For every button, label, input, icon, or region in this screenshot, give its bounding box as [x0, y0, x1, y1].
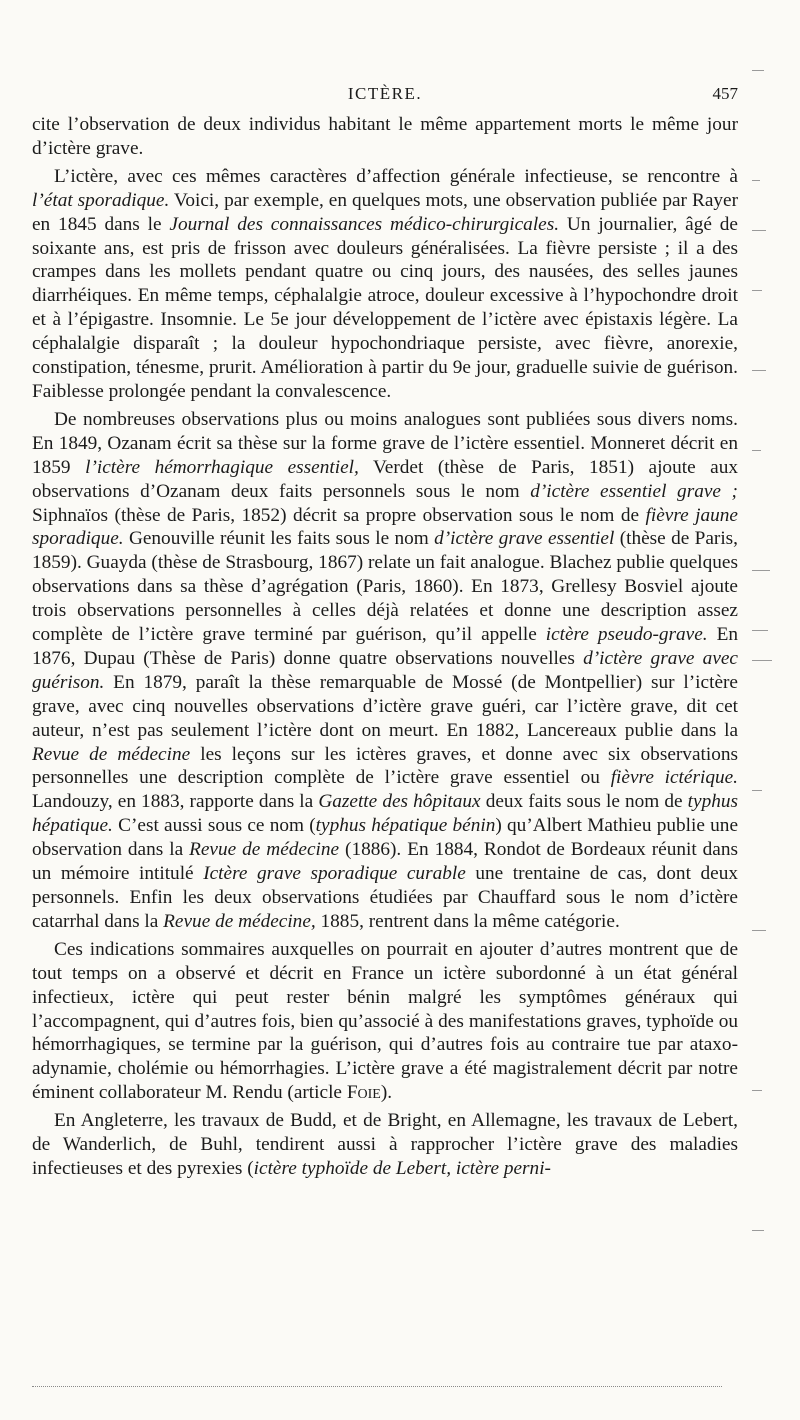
- italic-text: ictère pseudo-grave.: [545, 624, 708, 646]
- text-segment: En 1879, paraît la thèse remarquable de Mossé (de Montpellier) sur l’ictère grave, avec cinq nouvelles observations d’ictère grave guéri, car l’ictère grave, dit cet auteur, n’est pas seulement l’ictère dont on meurt. En 1882, Lancereaux publie dans la: [32, 671, 738, 741]
- margin-scan-marks: [748, 30, 788, 1410]
- text-segment: 1885, rentrent dans la même catégorie.: [315, 910, 620, 932]
- text-segment: Foie: [346, 1082, 381, 1104]
- paragraph: [32, 165, 738, 404]
- italic-text: Gazette des hôpitaux: [318, 791, 481, 813]
- text-segment: C’est aussi sous ce nom (: [112, 815, 316, 837]
- italic-text: Ictère grave sporadique curable: [203, 863, 466, 885]
- paragraph: [32, 938, 738, 1105]
- text-segment: L’ictère, avec ces mêmes caractères d’affection générale infectieuse, se rencontre à: [54, 165, 738, 187]
- text-segment: une trentaine de cas, dont deux personnels. Enfin les deux observations étudiées par Chauffard sous le nom d’ictère catarrhal dans la: [32, 863, 738, 932]
- text-segment: En Angleterre, les travaux de Budd, et de Bright, en Allemagne, les travaux de Lebert, de Wanderlich, de Buhl, tendirent aussi à rapprocher l’ictère grave des maladies infectieuses et des pyrexies (: [32, 1110, 738, 1179]
- text-segment: deux faits sous le nom de: [480, 791, 688, 813]
- paragraph: [32, 408, 738, 934]
- italic-text: fièvre jaune sporadique.: [32, 504, 738, 550]
- text-segment: Verdet (thèse de Paris, 1851) ajoute aux observations d’Ozanam deux faits personnels sous le nom: [32, 456, 738, 502]
- italic-text: fièvre ictérique.: [610, 767, 738, 789]
- italic-text: typhus hépatique bénin: [315, 815, 496, 837]
- italic-text: l’état sporadique.: [32, 189, 170, 211]
- text-segment: cite l’observation de deux individus habitant le même appartement morts le même jour d’ictère grave.: [32, 114, 738, 159]
- page-header: [32, 84, 738, 114]
- italic-text: typhus hépatique.: [32, 791, 738, 837]
- body-text: [32, 113, 738, 1181]
- italic-text: Revue de médecine: [32, 743, 191, 765]
- text-segment: Landouzy, en 1883, rapporte dans la: [32, 791, 319, 813]
- text-segment: Genouville réunit les faits sous le nom: [123, 528, 435, 550]
- text-segment: En 1876, Dupau (Thèse de Paris) donne quatre observations nouvelles: [32, 624, 739, 669]
- text-segment: De nombreuses observations plus ou moins analogues sont publiées sous divers noms. En 1849, Ozanam écrit sa thèse sur la forme grave de l’ictère essentiel. Monneret décrit en 1859: [32, 408, 738, 478]
- italic-text: d’ictère essentiel grave ;: [530, 480, 738, 502]
- italic-text: d’ictère grave avec guérison.: [32, 647, 738, 693]
- italic-text: ictère typhoïde de Lebert, ictère perni-: [253, 1157, 551, 1179]
- footer-rule: [32, 1386, 722, 1387]
- italic-text: d’ictère grave essentiel: [434, 528, 615, 550]
- italic-text: l’ictère hémorrhagique essentiel,: [85, 456, 359, 478]
- text-segment: Un journalier, âgé de soixante ans, est pris de frisson avec douleurs généralisées. La fièvre persiste ; il a des crampes dans les mollets pendant quatre ou cinq jours, des nausées, des selles jaunes diarrhéiques. En même temps, céphalalgie atroce, douleur excessive à l’hypochondre droit et à l’épigastre. Insomnie. Le 5e jour développement de l’ictère avec épistaxis légère. La céphalalgie disparaît ; la douleur hypochondriaque persiste, avec fièvre, anorexie, constipation, ténesme, prurit. Amélioration à partir du 9e jour, graduelle suivie de guérison. Faiblesse prolongée pendant la convalescence.: [32, 213, 738, 402]
- paragraph: [32, 113, 738, 161]
- italic-text: Journal des connaissances médico-chirurgicales.: [169, 213, 560, 235]
- text-segment: ).: [380, 1082, 393, 1104]
- text-segment: les leçons sur les ictères graves, et donne avec six observations personnelles une description complète de l’ictère grave essentiel ou: [32, 743, 738, 789]
- text-segment: (thèse de Paris, 1859). Guayda (thèse de Strasbourg, 1867) relate un fait analogue. Blachez publie quelques observations dans sa thèse d’agrégation (Paris, 1860). En 1873, Grellesy Bosviel ajoute trois observations personnelles à celles déjà relatées et donne une description assez complète de l’ictère grave terminé par guérison, qu’il appelle: [32, 528, 738, 646]
- text-segment: (1886). En 1884, Rondot de Bordeaux réunit dans un mémoire intitulé: [32, 839, 738, 885]
- text-segment: Ces indications sommaires auxquelles on pourrait en ajouter d’autres montrent que de tout temps on a observé et décrit en France un ictère subordonné à un état général infectieux, ictère qui peut rester bénin malgré les symptômes généraux qui l’accompagnent, qui d’autres fois, bien qu’associé à des manifestations graves, typhoïde ou hémorrhagiques, se termine par la guérison, qui d’autres fois au contraire tue par ataxo-adynamie, cholémie ou hémorrhagies. L’ictère grave a été magistralement décrit par notre éminent collaborateur M. Rendu (article: [32, 938, 738, 1104]
- text-segment: Voici, par exemple, en quelques mots, une observation publiée par Rayer en 1845 dans le: [32, 189, 738, 235]
- text-segment: Siphnaïos (thèse de Paris, 1852) décrit sa propre observation sous le nom de: [32, 504, 646, 526]
- italic-text: Revue de médecine: [189, 839, 340, 861]
- text-segment: ) qu’Albert Mathieu publie une observation dans la: [32, 815, 739, 861]
- page-number: 457: [712, 84, 738, 103]
- running-title: ICTÈRE.: [347, 84, 423, 103]
- paragraph: [32, 1109, 738, 1181]
- italic-text: Revue de médecine,: [163, 910, 316, 932]
